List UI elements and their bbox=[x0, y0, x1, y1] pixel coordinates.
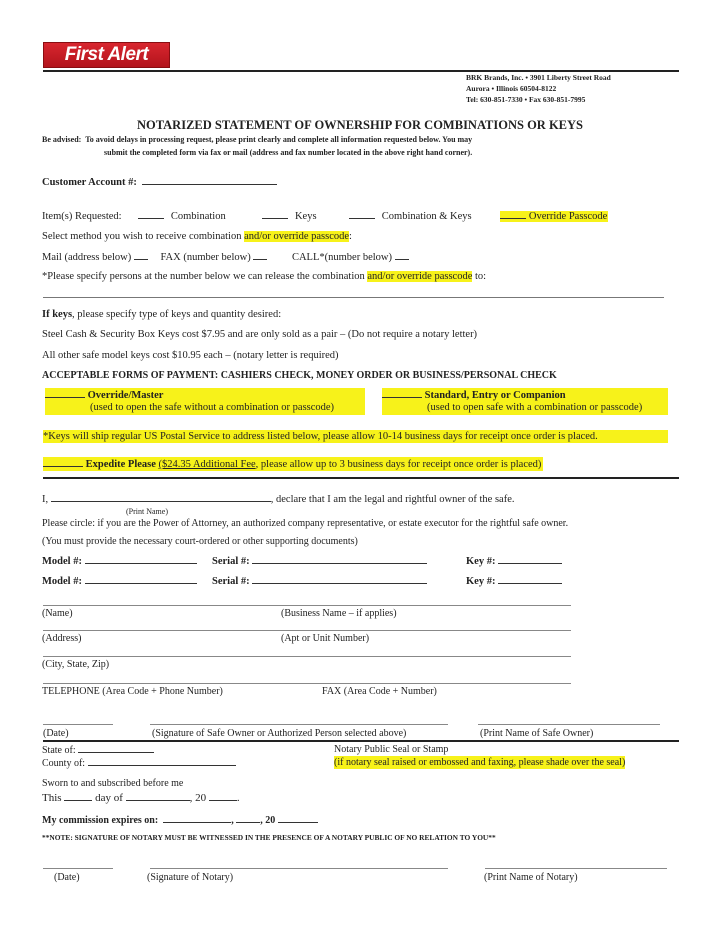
method-highlight: and/or override passcode bbox=[244, 231, 350, 242]
address-line: BRK Brands, Inc. • 3901 Liberty Street Road bbox=[466, 73, 611, 82]
option-combination: Combination bbox=[170, 211, 226, 222]
notary-print-caption: (Print Name of Notary) bbox=[484, 872, 578, 883]
expedite-rest: , please allow up to 3 business days for receipt once order is placed) bbox=[255, 459, 542, 470]
key-row bbox=[466, 574, 562, 588]
state-field bbox=[42, 743, 154, 757]
section-rule bbox=[43, 477, 679, 479]
other-keys-price: All other safe model keys cost $10.95 each – (notary letter is required) bbox=[42, 350, 339, 361]
method-options bbox=[42, 250, 409, 264]
option-keys: Keys bbox=[294, 211, 317, 222]
address-line-input[interactable] bbox=[43, 630, 571, 631]
serial-input[interactable] bbox=[252, 574, 427, 584]
key-label: Key #: bbox=[466, 576, 496, 587]
address-line: Tel: 630-851-7330 • Fax 630-851-7995 bbox=[466, 95, 586, 104]
county-field bbox=[42, 756, 236, 770]
override-master-title: Override/Master bbox=[87, 390, 164, 401]
specify-text: *Please specify persons at the number below we can release the combination bbox=[42, 271, 368, 282]
fax-caption: FAX (Area Code + Number) bbox=[322, 686, 437, 697]
notary-date-line[interactable] bbox=[43, 868, 113, 869]
address-line: Aurora • Illinois 60504-8122 bbox=[466, 84, 557, 93]
fax-option: FAX (number below) bbox=[160, 252, 251, 263]
notary-signature-caption: (Signature of Notary) bbox=[147, 872, 234, 883]
serial-label: Serial #: bbox=[212, 576, 250, 587]
print-name-caption: (Print Name) bbox=[126, 507, 168, 516]
standard-key-option[interactable] bbox=[382, 388, 668, 415]
day-of-label: day of bbox=[95, 792, 123, 804]
release-persons-instruction bbox=[42, 270, 486, 283]
advisory-line: To avoid delays in processing request, please print clearly and complete all information requested below. You may bbox=[85, 135, 473, 144]
commission-month-input[interactable] bbox=[163, 813, 231, 823]
items-label: Item(s) Requested: bbox=[42, 211, 122, 222]
county-label: County of: bbox=[42, 758, 86, 769]
key-label: Key #: bbox=[466, 556, 496, 567]
customer-account-label: Customer Account #: bbox=[42, 177, 137, 188]
company-address bbox=[466, 72, 611, 105]
combination-blank[interactable] bbox=[138, 209, 164, 219]
expedite-fee: ($24.35 Additional Fee bbox=[158, 459, 256, 470]
phone-line[interactable] bbox=[43, 683, 571, 684]
model-label: Model #: bbox=[42, 556, 82, 567]
county-input[interactable] bbox=[88, 756, 236, 766]
serial-row bbox=[212, 554, 427, 568]
declaration bbox=[42, 492, 514, 506]
day-input[interactable] bbox=[64, 791, 92, 801]
keys-bold: If keys bbox=[42, 309, 73, 320]
method-text: Select method you wish to receive combination bbox=[42, 231, 245, 242]
override-passcode-option[interactable] bbox=[500, 211, 608, 222]
city-line[interactable] bbox=[43, 656, 571, 657]
key-row bbox=[466, 554, 562, 568]
advisory bbox=[42, 134, 472, 146]
expedite-blank[interactable] bbox=[43, 457, 83, 467]
call-option: CALL*(number below) bbox=[291, 252, 392, 263]
keys-instruction bbox=[42, 308, 281, 321]
call-blank[interactable] bbox=[395, 250, 409, 260]
owner-print-caption: (Print Name of Safe Owner) bbox=[480, 728, 594, 739]
owner-signature-line[interactable] bbox=[150, 724, 448, 725]
owner-signature-caption: (Signature of Safe Owner or Authorized Person selected above) bbox=[152, 728, 407, 739]
release-persons-line[interactable] bbox=[43, 297, 664, 298]
specify-highlight: and/or override passcode bbox=[367, 271, 473, 282]
city-caption: (City, State, Zip) bbox=[42, 659, 110, 670]
override-master-option[interactable] bbox=[45, 388, 365, 415]
items-requested-row bbox=[42, 209, 608, 223]
commission-label: My commission expires on: bbox=[42, 815, 159, 826]
standard-key-blank[interactable] bbox=[382, 388, 422, 398]
owner-print-line[interactable] bbox=[478, 724, 660, 725]
date-line[interactable] bbox=[43, 724, 113, 725]
model-input[interactable] bbox=[85, 574, 197, 584]
specify-end: to: bbox=[472, 271, 487, 282]
business-caption: (Business Name – if applies) bbox=[281, 608, 397, 619]
standard-key-desc: (used to open safe with a combination or passcode) bbox=[427, 402, 643, 413]
this-label: This bbox=[42, 792, 62, 804]
sworn-date: This day of , 20 . bbox=[42, 792, 240, 804]
keys-text: , please specify type of keys and quantity desired: bbox=[72, 309, 282, 320]
month-input[interactable] bbox=[126, 791, 190, 801]
seal-note: (if notary seal raised or embossed and faxing, please shade over the seal) bbox=[334, 757, 626, 768]
model-input[interactable] bbox=[85, 554, 197, 564]
payment-forms: ACCEPTABLE FORMS OF PAYMENT: CASHIERS CHECK, MONEY ORDER OR BUSINESS/PERSONAL CHECK bbox=[42, 370, 557, 381]
year-input[interactable] bbox=[209, 791, 237, 801]
declaration-suffix: , declare that I am the legal and rightful owner of the safe. bbox=[270, 494, 515, 505]
name-caption: (Name) bbox=[42, 608, 73, 619]
circle-instruction: Please circle: if you are the Power of Attorney, an authorized company representative, or estate executor for the rightful safe owner. bbox=[42, 518, 569, 529]
customer-account-field[interactable] bbox=[42, 175, 277, 189]
print-name-input[interactable] bbox=[51, 492, 271, 502]
serial-label: Serial #: bbox=[212, 556, 250, 567]
commission-year-prefix: , 20 bbox=[260, 815, 276, 826]
mail-blank[interactable] bbox=[134, 250, 148, 260]
docs-instruction: (You must provide the necessary court-ordered or other supporting documents) bbox=[42, 536, 358, 547]
seal-label: Notary Public Seal or Stamp bbox=[334, 744, 449, 755]
method-end: : bbox=[349, 231, 352, 242]
notary-date-caption: (Date) bbox=[54, 872, 80, 883]
model-row bbox=[42, 554, 197, 568]
combination-keys-blank[interactable] bbox=[349, 209, 375, 219]
standard-key-title: Standard, Entry or Companion bbox=[424, 390, 566, 401]
expedite-option[interactable] bbox=[43, 457, 543, 471]
model-label: Model #: bbox=[42, 576, 82, 587]
notary-signature-line[interactable] bbox=[150, 868, 448, 869]
override-passcode-blank[interactable] bbox=[500, 209, 526, 219]
state-input[interactable] bbox=[78, 743, 154, 753]
declaration-prefix: I, bbox=[42, 494, 49, 505]
method-instruction bbox=[42, 230, 352, 243]
serial-input[interactable] bbox=[252, 554, 427, 564]
override-master-desc: (used to open the safe without a combination or passcode) bbox=[90, 402, 335, 413]
shipping-note: *Keys will ship regular US Postal Service to address listed below, please allow 10-14 business days for receipt once order is placed. bbox=[43, 430, 668, 443]
year-prefix: , 20 bbox=[189, 792, 207, 804]
key-input[interactable] bbox=[498, 554, 562, 564]
commission-year-input[interactable] bbox=[278, 813, 318, 823]
advisory-line: submit the completed form via fax or mail (address and fax number located in the above right hand corner). bbox=[104, 148, 473, 157]
mail-option: Mail (address below) bbox=[42, 252, 132, 263]
fax-blank[interactable] bbox=[253, 250, 267, 260]
page-title: NOTARIZED STATEMENT OF OWNERSHIP FOR COMBINATIONS OR KEYS bbox=[136, 118, 583, 132]
option-combination-keys: Combination & Keys bbox=[381, 211, 472, 222]
sworn-text: Sworn to and subscribed before me bbox=[42, 778, 184, 789]
key-input[interactable] bbox=[498, 574, 562, 584]
keys-blank[interactable] bbox=[262, 209, 288, 219]
option-override-passcode: Override Passcode bbox=[528, 211, 608, 222]
date-caption: (Date) bbox=[43, 728, 69, 739]
serial-row bbox=[212, 574, 427, 588]
state-label: State of: bbox=[42, 745, 76, 756]
advisory-label: Be advised: bbox=[42, 135, 82, 144]
customer-account-input[interactable] bbox=[142, 175, 277, 185]
first-alert-logo: First Alert bbox=[43, 42, 170, 68]
notary-note: **NOTE: SIGNATURE OF NOTARY MUST BE WITNESSED IN THE PRESENCE OF A NOTARY PUBLIC OF NO RELATION TO YOU** bbox=[42, 833, 496, 842]
notary-print-line[interactable] bbox=[485, 868, 667, 869]
telephone-caption: TELEPHONE (Area Code + Phone Number) bbox=[42, 686, 223, 697]
override-master-blank[interactable] bbox=[45, 388, 85, 398]
model-row bbox=[42, 574, 197, 588]
steel-keys-price: Steel Cash & Security Box Keys cost $7.95 and are only sold as a pair – (Do not require a notary letter) bbox=[42, 329, 478, 340]
commission-field: My commission expires on: , , 20 bbox=[42, 813, 318, 827]
commission-day-input[interactable] bbox=[236, 813, 260, 823]
notary-rule bbox=[43, 740, 679, 742]
address-caption: (Address) bbox=[42, 633, 82, 644]
apt-caption: (Apt or Unit Number) bbox=[281, 633, 370, 644]
name-line[interactable] bbox=[43, 605, 571, 606]
expedite-label: Expedite Please bbox=[85, 459, 156, 470]
